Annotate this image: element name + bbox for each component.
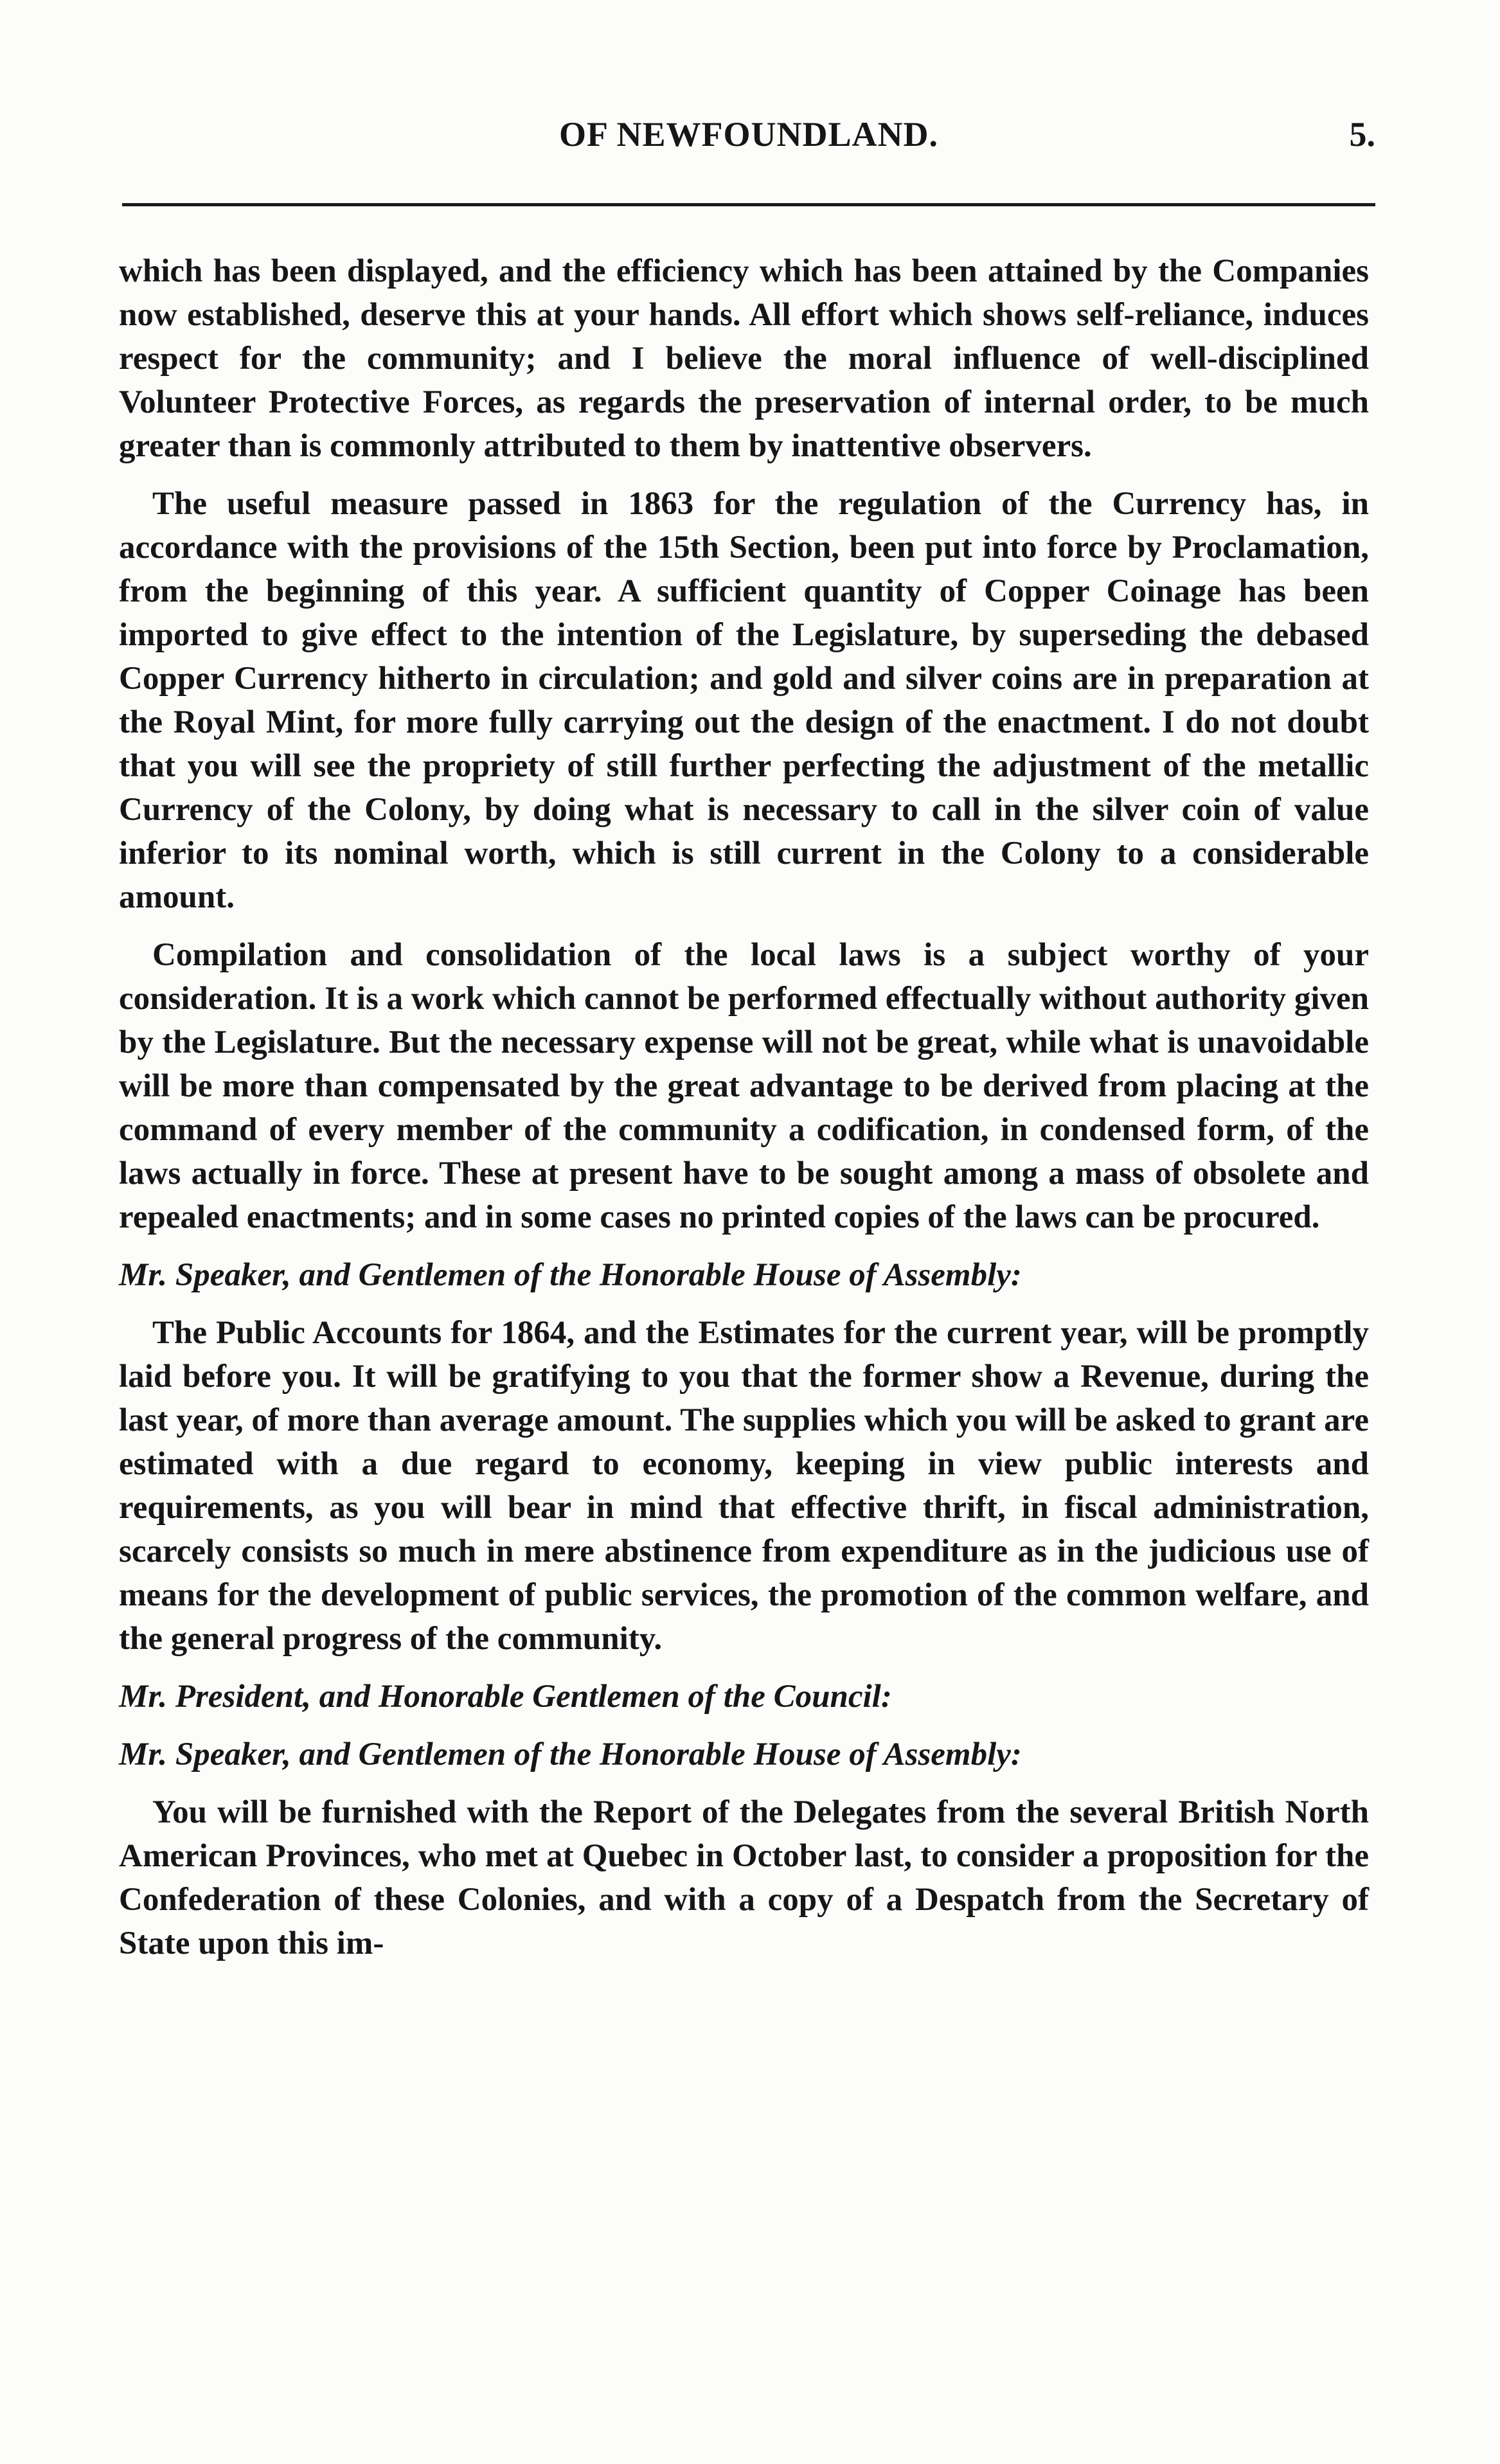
address-assembly: Mr. Speaker, and Gentlemen of the Honorable House of Assembly: bbox=[119, 1257, 1022, 1293]
paragraph-laws: Compilation and consolidation of the local laws is a subject worthy of your consideration. It is a work which cannot be performed effectually without authority given by the Legislature. But the necessary expense will not be great, while what is unavoidable will be more than compensated by the great advantage to be derived from placing at the command of every member of the community a codification, in condensed form, of the laws actually in force. These at present have to be sought among a mass of obsolete and repealed enactments; and in some cases no printed copies of the laws can be procured. bbox=[119, 937, 1369, 1235]
page-number: 5. bbox=[1349, 115, 1375, 154]
paragraph-accounts: The Public Accounts for 1864, and the Estimates for the current year, will be promptly laid before you. It will be gratifying to you that the former show a Revenue, during the last year, of more than average amount. The supplies which you will be asked to grant are estimated with a due regard to economy, keeping in view public interests and requirements, as you will bear in mind that effective thrift, in fiscal administration, scarcely consists so much in mere abstinence from expenditure as in the judicious use of means for the development of public services, the promotion of the common welfare, and the general progress of the community. bbox=[119, 1315, 1369, 1657]
header-rule bbox=[122, 203, 1375, 206]
running-head bbox=[122, 114, 1375, 159]
address-assembly-second: Mr. Speaker, and Gentlemen of the Honorable House of Assembly: bbox=[119, 1736, 1022, 1772]
paragraph-confederation: You will be furnished with the Report of the Delegates from the several British North American Provinces, who met at Quebec in October last, to consider a proposition for the Confederation of these Colonies, and with a copy of a Despatch from the Secretary of State upon this im- bbox=[119, 1794, 1369, 1961]
running-title: OF NEWFOUNDLAND. bbox=[559, 115, 938, 154]
paragraph-volunteers: which has been displayed, and the efficiency which has been attained by the Companies now established, deserve this at your hands. All effort which shows self-reliance, induces respect for the community; and I believe the moral influence of well-disciplined Volunteer Protective Forces, as regards the preservation of internal order, to be much greater than is commonly attributed to them by inattentive observers. bbox=[119, 253, 1369, 464]
address-council: Mr. President, and Honorable Gentlemen of the Council: bbox=[119, 1679, 892, 1715]
body-text bbox=[119, 249, 1369, 1979]
paragraph-currency: The useful measure passed in 1863 for the regulation of the Currency has, in accordance with the provisions of the 15th Section, been put into force by Proclamation, from the beginning of this year. A sufficient quantity of Copper Coinage has been imported to give effect to the intention of the Legislature, by superseding the debased Copper Currency hitherto in circulation; and gold and silver coins are in preparation at the Royal Mint, for more fully carrying out the design of the enactment. I do not doubt that you will see the propriety of still further perfecting the adjustment of the metallic Currency of the Colony, by doing what is necessary to call in the silver coin of value inferior to its nominal worth, which is still current in the Colony to a considerable amount. bbox=[119, 486, 1369, 915]
